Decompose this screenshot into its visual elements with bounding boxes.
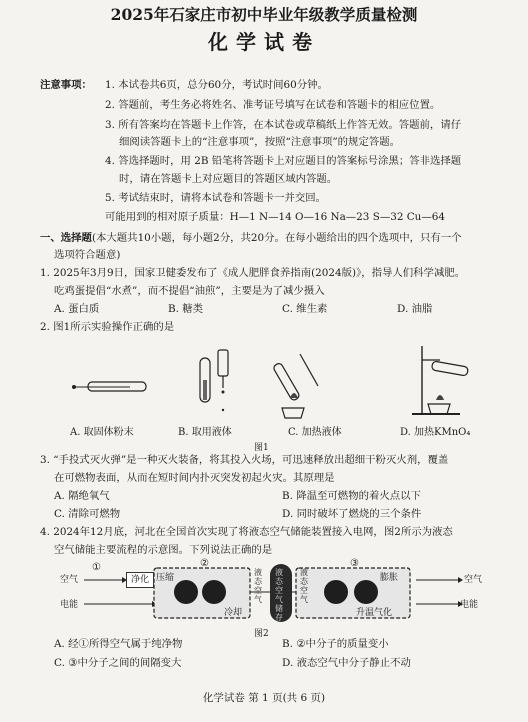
notice-item: 5. 考试结束时，请将本试卷和答题卡一并交回。 [105, 192, 327, 204]
q4-stem-line1: 4. 2024年12月底，河北在全国首次实现了将液态空气储能装置接入电网，图2所示为液态 [40, 526, 453, 538]
q3-stem-line1: 3. “手投式灭火弹”是一种灭火装备，将其投入火场，可迅速释放出超细干粉灭火剂，覆盖 [40, 454, 449, 466]
diagram-liquid-air-2: 液态空气 [300, 568, 308, 604]
exam-title: 2025年石家庄市初中毕业年级教学质量检测 [110, 5, 418, 24]
diagram-power-in: 电能 [60, 600, 79, 610]
notice-item: 3. 所有答案均在答题卡上作答，在本试卷或草稿纸上作答无效。答题前，请仔 [105, 119, 462, 131]
diagram-mark-1: ① [92, 562, 101, 573]
diagram-purify: 净化 [126, 572, 154, 588]
diagram-air-out: 空气 [464, 575, 483, 585]
section-heading-text: (本大题共10小题，每小题2分，共20分。在每小题给出的四个选项中，只有一个 [91, 232, 462, 244]
q1-option-d: D. 油脂 [397, 303, 433, 315]
q3-option-a: A. 隔绝氧气 [54, 490, 110, 502]
q3-option-d: D. 同时破坏了燃烧的三个条件 [282, 508, 422, 520]
notice-item: 细阅读答题卡上的“注意事项”，按照“注意事项”的规定答题。 [119, 136, 401, 148]
diagram-mark-3: ③ [350, 558, 359, 569]
q1-option-b: B. 糖类 [168, 303, 204, 315]
atomic-masses: 可能用到的相对原子质量：H—1 N—14 O—16 Na—23 S—32 Cu—64 [105, 211, 445, 223]
figure-1 [60, 340, 480, 420]
q4-stem-line2: 空气储能主要流程的示意图。下列说法正确的是 [54, 544, 273, 556]
q3-option-b: B. 降温至可燃物的着火点以下 [282, 490, 421, 502]
q1-option-a: A. 蛋白质 [54, 303, 100, 315]
diagram-power-out: 电能 [460, 600, 479, 610]
diagram-mark-2: ② [200, 558, 209, 569]
q1-option-c: C. 维生素 [282, 303, 328, 315]
diagram-air-in: 空气 [60, 575, 79, 585]
exam-subtitle: 化学试卷 [208, 30, 320, 54]
page-footer: 化学试卷 第 1 页(共 6 页) [202, 692, 326, 704]
diagram-cool: 冷却 [224, 608, 243, 618]
q3-option-c: C. 清除可燃物 [54, 508, 121, 520]
q4-option-d: D. 液态空气中分子静止不动 [282, 657, 411, 669]
test-tube-horizontal-icon [72, 382, 146, 391]
section-heading-bold: 一、选择题 [40, 232, 92, 244]
diagram-storage: 液态空气储存 [275, 568, 283, 622]
notice-item: 1. 本试卷共6页，总分60分，考试时间60分钟。 [105, 79, 328, 91]
q2-option-a: A. 取固体粉末 [70, 427, 134, 438]
dropper-and-tube-icon [200, 350, 228, 411]
q2-option-d: D. 加热KMnO₄ [400, 427, 471, 438]
notice-item: 时，请在答题卡上对应题目的答题区域内答题。 [119, 173, 338, 185]
notice-label: 注意事项： [40, 79, 92, 91]
iron-stand-heating-icon [412, 346, 468, 414]
q4-option-a: A. 经①所得空气属于纯净物 [54, 638, 183, 650]
q3-stem-line2: 在可燃物表面，从而在短时间内扑灭突发初起火灾。其原理是 [54, 472, 335, 484]
diagram-liquid-air: 液态空气 [254, 568, 262, 604]
q4-option-b: B. ②中分子的质量变小 [282, 638, 389, 650]
diagram-expand: 膨胀 [380, 573, 399, 583]
q1-stem-line2: 吃鸡蛋提倡“水煮”，而不提倡“油煎”，主要是为了减少摄入 [54, 285, 325, 297]
section-heading-line2: 选项符合题意) [54, 249, 121, 261]
figure-2-caption: 图2 [254, 629, 269, 639]
q4-option-c: C. ③中分子之间的间隔变大 [54, 657, 182, 669]
diagram-compress: 压缩 [156, 573, 175, 583]
notice-item: 4. 答选择题时，用 2B 铅笔将答题卡上对应题目的答案标号涂黑；答非选择题 [105, 155, 462, 167]
q2-option-c: C. 加热液体 [288, 427, 342, 438]
q2-stem: 2. 图1所示实验操作正确的是 [40, 321, 175, 333]
q1-stem-line1: 1. 2025年3月9日，国家卫健委发布了《成人肥胖食养指南(2024版)》，指导人们科学减肥。 [40, 267, 466, 279]
q2-option-b: B. 取用液体 [178, 427, 232, 438]
figure-1-caption: 图1 [254, 443, 269, 453]
section-heading [40, 232, 462, 245]
alcohol-lamp-heating-icon [273, 354, 318, 418]
notice-item: 2. 答题前，考生务必将姓名、准考证号填写在试卷和答题卡的相应位置。 [105, 99, 441, 111]
figure-2 [56, 558, 486, 624]
diagram-heat: 升温气化 [356, 608, 393, 618]
